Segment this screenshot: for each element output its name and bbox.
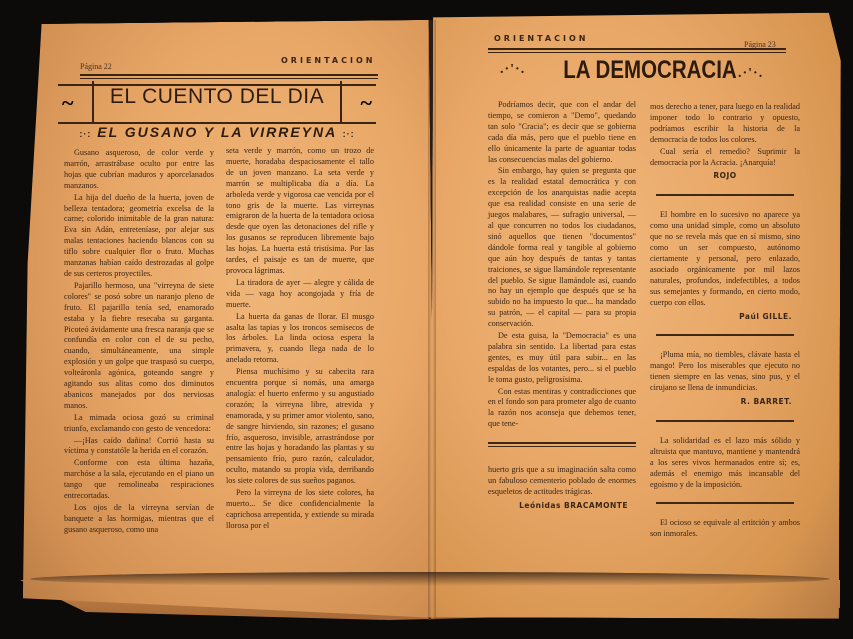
header-rule-left [80, 74, 378, 79]
right-column-1 [488, 100, 636, 516]
signature-bracamonte: Leónidas BRACAMONTE [519, 500, 628, 510]
article-title: LA DEMOCRACIA [563, 56, 737, 84]
paragraph: Conforme con esta última hazaña, marchóse a la sala, ejecutando en el piano un tango que remolineaba respiraciones entrecortadas. [64, 458, 214, 501]
paragraph: Con estas mentiras y contradicciones que en el fondo son para prometer algo de cuanto la razón nos aconseja que debemos tener, que tene- [488, 386, 636, 429]
ornament-right: :·: [342, 129, 355, 139]
quote-gille: El hombre en lo sucesivo no aparece ya como una unidad simple, como un absoluto que no se revela más que en sí mismo, sino como un ser compuesto, autónomo ciertamente y personal, pero enlazado, asociado orgánicamente por mil lazos naturales, profundos, indefectibles, a todos sus semejantes y formando, en cierto modo, cuerpo con ellos. [650, 210, 800, 307]
separator-rule [656, 502, 794, 504]
page-number-right: Página 23 [744, 40, 776, 49]
left-column-2 [226, 146, 374, 533]
paragraph: Gusano asqueroso, de color verde y marrón, arrastrábase oculto por entre las hojas que cubrían maduros y aporcelanados manzanos. [64, 148, 214, 190]
quote-barret: ¡Pluma mía, no tiembles, clávate hasta el mango! Pero los miserables que ejecuto no tienen siempre en las venas, sino pus, y el cirujano se llena de inmundicias. [650, 350, 800, 393]
quote-ocioso: El ocioso se equivale al ertitción y ambos son inmorales. [650, 518, 800, 539]
header-rule-right [488, 48, 786, 53]
paragraph: seta verde y marrón, como un trozo de muerte, horadaba despaciosamente el tallo de un joven manzano. La seta verde y marrón se multiplicaba día a día. La arboleda verde y vigorosa cae vencida por el tono gris de la muerte. Las virreynas emigraron de la huerta de la tentadora ociosa desde que oyen las detonaciones del rifle y los gusanos se reproducen libremente bajo las hojas. La huerta está tristísima. Por las tardes, el paisaje es tan de muerte, que provoca lágrimas. [226, 146, 374, 275]
signature-rojo: ROJO [713, 171, 737, 181]
separator-rule [656, 334, 794, 336]
running-head-right: ORIENTACION [494, 34, 589, 43]
page-gutter [428, 20, 436, 620]
tilde-ornament-left: ~ [62, 90, 74, 115]
separator-rule [656, 194, 794, 196]
ornament-left: :·: [79, 129, 92, 139]
section-title: EL CUENTO DEL DIA [109, 85, 325, 108]
paragraph: Pajarillo hermoso, una "virreyna de siete colores" se posó sobre un naranjo pleno de fruto. El pajarillo tenía sed, enamorado estaba y la fiebre resecaba su garganta. Picoteó ávidamente una fresca naranja que se confundía en color con el de su pecho, cuando, simultáneamente, una simple explosión y un golpe que traspasó su cuerpo, volteáronla agónica, goteando sangre y agitando sus alitas como dos diminutos abanicos manejados por dos nerviosas manos. [64, 280, 214, 410]
paragraph: La tiradora de ayer — alegre y cálida de vida — vaga hoy acongojada y fría de muerte. [226, 277, 374, 309]
paragraph: Pero la virreyna de los siete colores, ha muerto... Se dice confidencialmente la caprichosa arrepentida, y extiende su mirada llorosa por el [226, 488, 374, 530]
right-column-2 [650, 102, 800, 541]
signature-gille: Paúl GILLE. [739, 311, 792, 321]
running-head-left: ORIENTACION [281, 56, 376, 65]
section-title-box [58, 84, 376, 124]
paragraph: La mimada ociosa gozó su criminal triunfo, exclamando con gesto de vencedora: [64, 412, 214, 433]
paragraph: mos derecho a tener, para luego en la realidad imponer todo lo contrario y opuesto, podríamos escribir la historia de la democracia de todos los colores. [650, 102, 800, 144]
ornament-right: .·'·. [738, 66, 764, 81]
paragraph: Los ojos de la virreyna servían de banquete a las hormigas, mientras que el gusano asqueroso, como una [64, 503, 214, 534]
left-column-1 [64, 148, 214, 537]
page-number-left: Página 22 [80, 62, 112, 71]
double-rule-separator [488, 442, 636, 447]
paragraph: Piensa muchísimo y su cabecita rara encuentra porque sí nomás, una amarga analogía: el huerto enfermo y su angustiado corazón; la virreyna libre, atrevida y enamorada, y su primer amor violento, sano, de sangre hirviendo, sin razones; el gusano frío, asqueroso, invisible, arrastrándose por entre las hojas y horadando las plantas y su pensamiento frío, puro razón, calculador, oculto, matando su propia vida, derribando los siete colores de sus sueños paganos. [226, 367, 374, 486]
quote-solidaridad: La solidaridad es el lazo más sólido y altruista que mantuvo, mantiene y mantendrá a los seres vivos hermanados entre sí; es, además el enemigo más incansable del egoísmo y de la imposición. [650, 435, 800, 489]
story-continuation: huerto gris que a su imaginación salta como un fabuloso cementerio poblado de enormes esqueletos de actitudes trágicas. [488, 465, 636, 496]
story-title: EL GUSANO Y LA VIRREYNA [97, 124, 337, 140]
separator-rule [656, 420, 794, 422]
section-title-frame [92, 81, 342, 122]
signature-barret: R. BARRET. [740, 397, 792, 407]
ornament-left: .·'·. [500, 62, 526, 77]
page-fold-shadow [30, 572, 830, 586]
story-title-line [58, 124, 376, 140]
paragraph: —¡Has caído dañina! Corrió hasta su víctima y constatóle la herida en el corazón. [64, 435, 214, 456]
paragraph: Cual sería el remedio? Suprimir la democracia por la Acracia. ¡Anarquía! [650, 146, 800, 167]
paragraph: De esta guisa, la "Democracia" es una palabra sin sentido. La libertad para estas gentes, es muy útil para subir... en las espaldas de los votantes, pero... si el pueblo le toma gusto, peligrosísima. [488, 331, 636, 384]
paragraph: La huerta da ganas de llorar. El musgo asalta las tapias y los troncos semisecos de los árboles. La linda ociosa espera la primavera, y, cuando llega nada de lo anelado retorna. [226, 311, 374, 365]
paragraph: Sin embargo, hay quien se pregunta que es la realidad estatal democrática y con excepción de los anarquistas nadie acepta que esa realidad consiste en una serie de juegos malabares, — sufragio universal, — al que concurren no todos los ciudadanos, sinó aquellos que tienen "documentos" dándole forma real y tangible al gobierno que aún hoy después de tantas y tantas traiciones, se sigue llamándole representante del pueblo. Se sigue llamándole así, cuando no hay un ejemplo que después que se ha subido no ha impuesto lo que... ha mandado su patrón, — el capital — para su propia conservación. [488, 166, 636, 329]
paragraph: La hija del dueño de la huerta, joven de belleza tentadora; geometría excelsa de la carne; colorido inimitable de la gran natura: Eva sin Adán, entreteníase, por alejar sus malas tentaciones haciendo blancos con su tiflo sobre cualquier flor o fruto. Muchas manzanas habían caído destrozadas al golpe de sus certeros proyectiles. [64, 192, 214, 278]
paragraph: Podríamos decir, que con el andar del tiempo, se comieron a "Demo", quedando tan solo "Cracia"; es decir que se gobierna cada día más, pero que el pueblo tiene en ello únicamente la parte de aguantar todas las consecuencias malas del gobierno. [488, 100, 636, 164]
tilde-ornament-right: ~ [360, 90, 372, 115]
